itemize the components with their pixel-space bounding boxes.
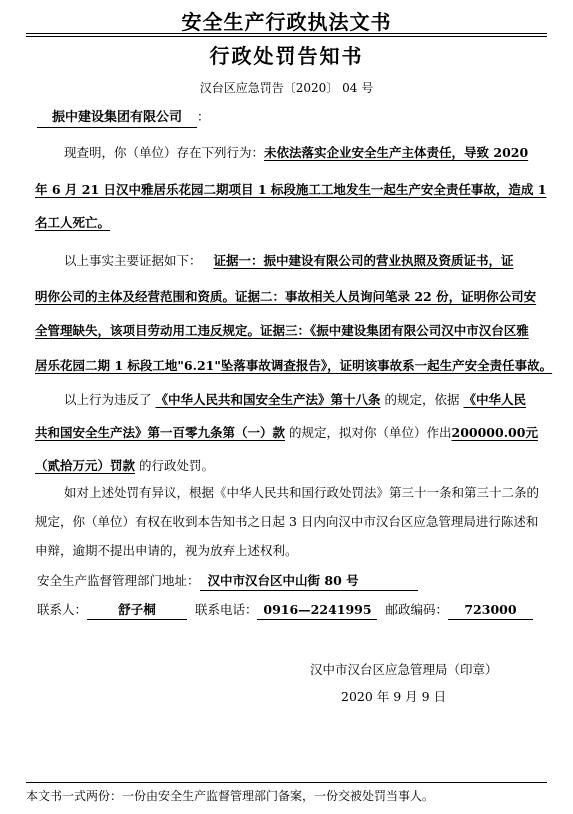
fine-amount: 200000.00元: [451, 425, 538, 440]
evidence-line-3: 全管理缺失，该项目劳动用工违反规定。证据三：《振中建设集团有限公司汉中市汉台区雅: [35, 323, 529, 338]
addressee-name: 振中建设集团有限公司: [37, 109, 197, 128]
main-title: 安全生产行政执法文书: [181, 10, 392, 34]
law-article-1: 《中华人民共和国安全生产法》第十八条: [155, 392, 381, 407]
address-line: [37, 571, 418, 591]
violation-line-2: 年 6 月 21 日汉中雅居乐花园二期项目 1 标段施工工地发生一起生产安全责任事故，造成 1: [35, 182, 547, 197]
issuing-authority: 汉中市汉台区应急管理局（印章）: [310, 662, 498, 677]
address-value: 汉中市汉台区中山街 80 号: [200, 572, 418, 591]
law-article-2b: 共和国安全生产法》第一百零九条第（一）款: [35, 425, 286, 440]
address-label: 安全生产监督管理部门地址：: [37, 573, 200, 588]
penalty-line-2: [35, 423, 538, 443]
phone-label: 联系电话：: [194, 602, 258, 617]
document-number: 汉台区应急罚告〔2020〕 04 号: [199, 81, 374, 95]
rights-line-1: 如对上述处罚有异议，根据《中华人民共和国行政处罚法》第三十一条和第三十二条的: [64, 485, 540, 500]
violation-intro: 现查明，你（单位）存在下列行为：: [64, 145, 265, 160]
evidence-text-1: 证据一：振中建设有限公司的营业执照及资质证书，证: [213, 253, 514, 268]
penalty-text-2: 的规定，依据: [384, 392, 460, 407]
addressee-suffix: ：: [197, 109, 210, 124]
title-rule-bottom: [26, 36, 547, 37]
phone-number: 0916—2241995: [257, 601, 377, 620]
title-rule-top: [26, 33, 547, 34]
evidence-line-2: 明你公司的主体及经营范围和资质。证据二：事故相关人员询问笔录 22 份，证明你公司安: [35, 289, 537, 304]
issue-date: 2020 年 9 月 9 日: [341, 689, 447, 704]
contact-person-label: 联系人：: [37, 602, 88, 617]
footer-rule: [26, 782, 547, 783]
penalty-text-1: 以上行为违反了: [64, 392, 152, 407]
penalty-line-3: [35, 456, 214, 476]
penalty-line-1: [64, 390, 526, 410]
addressee-line: [37, 107, 210, 127]
penalty-text-3: 的规定，拟对你（单位）作出: [289, 425, 452, 440]
rights-line-3: 申辩，逾期不提出申请的，视为放弃上述权利。: [35, 543, 298, 558]
footer-note: 本文书一式两份：一份由安全生产监督管理部门备案，一份交被处罚当事人。: [26, 789, 435, 803]
evidence-intro: 以上事实主要证据如下：: [64, 253, 202, 268]
law-article-2a: 《中华人民: [463, 392, 527, 407]
violation-line-1: [64, 143, 528, 163]
notice-title: 行政处罚告知书: [209, 44, 364, 68]
postcode-label: 邮政编码：: [385, 602, 448, 617]
contact-person: 舒子桐: [87, 601, 187, 620]
contact-line: [37, 600, 533, 620]
penalty-text-4: 的行政处罚。: [139, 458, 215, 473]
fine-amount-words: （贰拾万元）罚款: [35, 458, 136, 473]
rights-line-2: 规定，你（单位）有权在收到本告知书之日起 3 日内向汉中市汉台区应急管理局进行陈述和: [35, 514, 539, 529]
violation-text-1: 未依法落实企业安全生产主体责任，导致 2020: [264, 145, 529, 160]
violation-line-3: 名工人死亡。: [35, 215, 111, 230]
evidence-line-1: [64, 251, 513, 271]
postcode: 723000: [448, 601, 533, 620]
evidence-line-4: 居乐花园二期 1 标段工地"6.21"坠落事故调查报告》，证明该事故系一起生产安全责任事故。: [35, 358, 553, 373]
